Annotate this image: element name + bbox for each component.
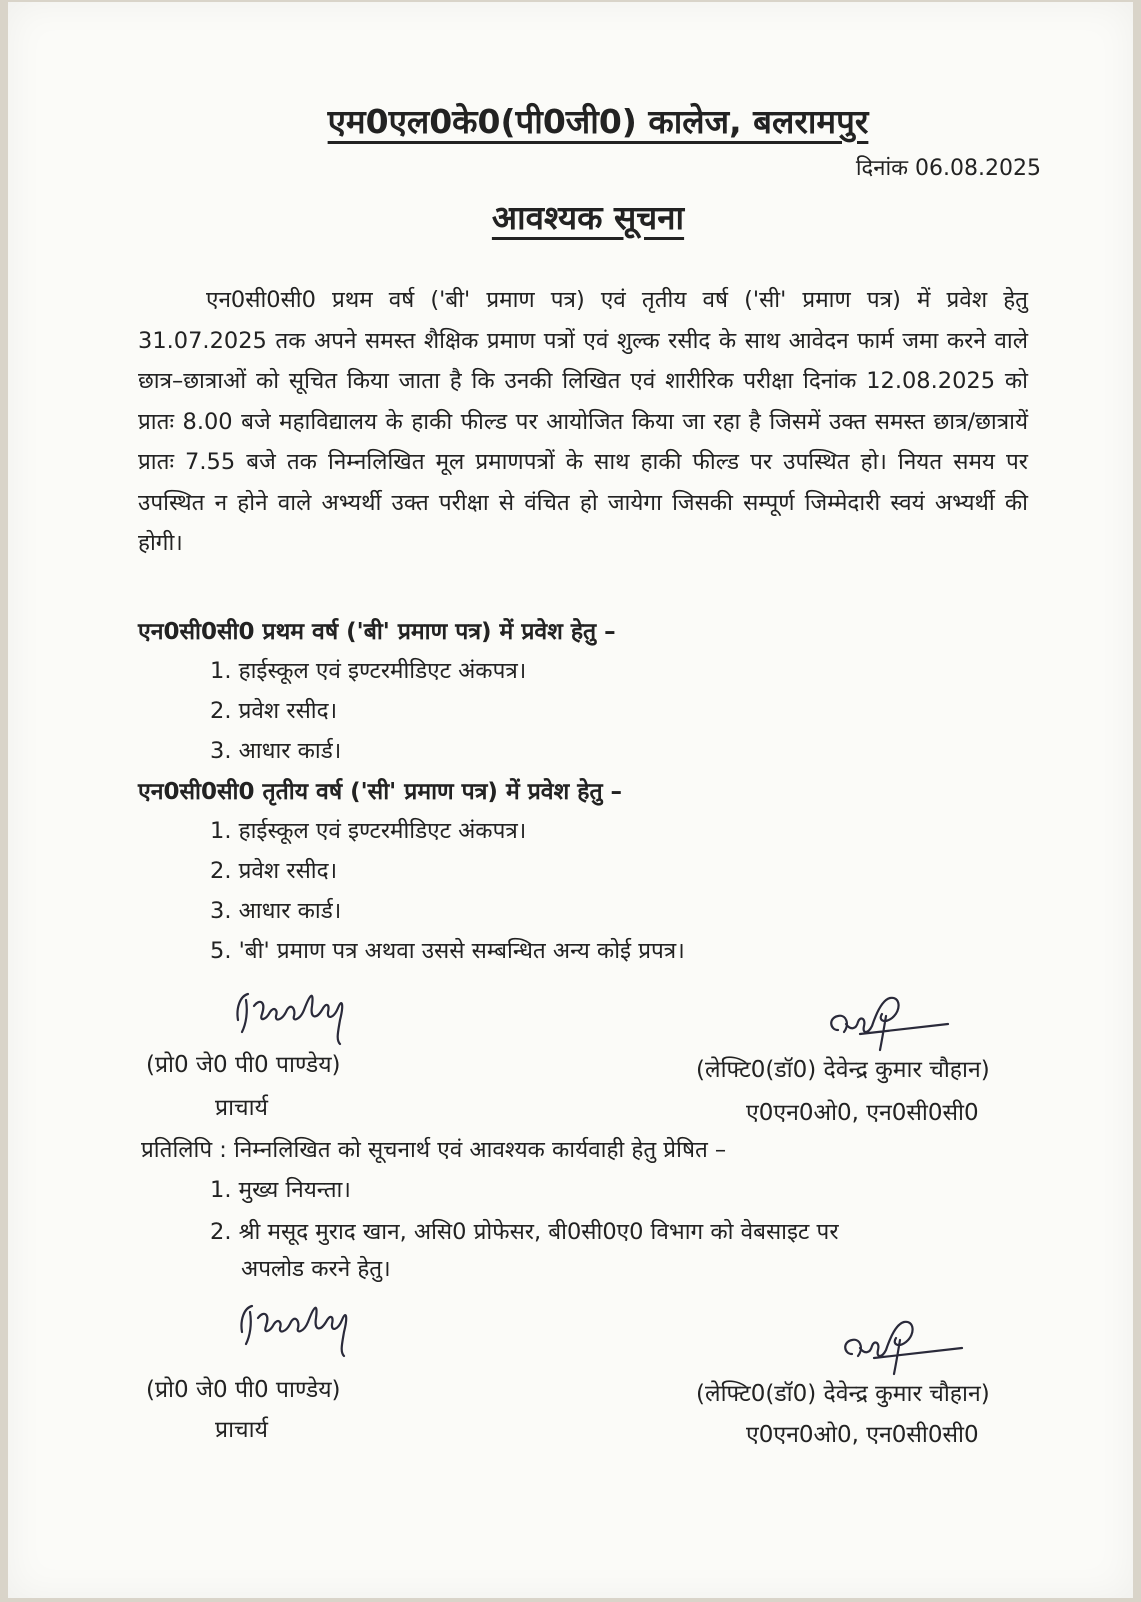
third-year-item: 1. हाईस्कूल एवं इण्टरमीडिएट अंकपत्र। bbox=[210, 818, 527, 844]
ano-name: (लेफ्टि0(डॉ0) देवेन्द्र कुमार चौहान) bbox=[696, 1057, 990, 1083]
ano-title: ए0एन0ओ0, एन0सी0सी0 bbox=[746, 1100, 979, 1126]
notice-date: दिनांक 06.08.2025 bbox=[855, 156, 1041, 181]
ano-signature-image bbox=[834, 1314, 974, 1384]
ano-name: (लेफ्टि0(डॉ0) देवेन्द्र कुमार चौहान) bbox=[696, 1381, 990, 1407]
copy-to-line: प्रतिलिपि : निम्नलिखित को सूचनार्थ एवं आवश्यक कार्यवाही हेतु प्रेषित – bbox=[141, 1137, 727, 1163]
copy-to-item: 1. मुख्य नियन्ता। bbox=[210, 1177, 351, 1203]
college-title: एम0एल0के0(पी0जी0) कालेज, बलरामपुर bbox=[327, 102, 869, 141]
principal-name: (प्रो0 जे0 पी0 पाण्डेय) bbox=[146, 1377, 341, 1403]
principal-title: प्राचार्य bbox=[215, 1417, 268, 1443]
notice-document bbox=[8, 2, 1133, 1598]
principal-name: (प्रो0 जे0 पी0 पाण्डेय) bbox=[146, 1052, 341, 1078]
ano-title: ए0एन0ओ0, एन0सी0सी0 bbox=[746, 1422, 979, 1448]
third-year-item: 5. 'बी' प्रमाण पत्र अथवा उससे सम्बन्धित अन्य कोई प्रपत्र। bbox=[210, 938, 685, 964]
first-year-item: 3. आधार कार्ड। bbox=[210, 738, 342, 764]
third-year-item: 3. आधार कार्ड। bbox=[210, 898, 342, 924]
first-year-heading: एन0सी0सी0 प्रथम वर्ष ('बी' प्रमाण पत्र) में प्रवेश हेतु – bbox=[138, 619, 616, 645]
third-year-item: 2. प्रवेश रसीद। bbox=[210, 858, 338, 884]
principal-title: प्राचार्य bbox=[215, 1095, 268, 1121]
copy-to-item: 2. श्री मसूद मुराद खान, असि0 प्रोफेसर, बी0सी0ए0 विभाग को वेबसाइट पर bbox=[210, 1219, 839, 1245]
first-year-item: 1. हाईस्कूल एवं इण्टरमीडिएट अंकपत्र। bbox=[210, 658, 527, 684]
ano-signature-image bbox=[820, 990, 960, 1060]
copy-to-item-continuation: अपलोड करने हेतु। bbox=[241, 1256, 391, 1282]
principal-signature-image bbox=[230, 1292, 360, 1362]
first-year-item: 2. प्रवेश रसीद। bbox=[210, 698, 338, 724]
third-year-heading: एन0सी0सी0 तृतीय वर्ष ('सी' प्रमाण पत्र) में प्रवेश हेतु – bbox=[138, 779, 623, 805]
notice-paragraph: एन0सी0सी0 प्रथम वर्ष ('बी' प्रमाण पत्र) एवं तृतीय वर्ष ('सी' प्रमाण पत्र) में प्रवेश हेतु 31.07.2025 तक अपने समस्त शैक्षिक प्रमाण पत्रों एवं शुल्क रसीद के साथ आवेदन फार्म जमा करने वाले छात्र–छात्राओं को सूचित किया जाता है कि उनकी लिखित एवं शारीरिक परीक्षा दिनांक 12.08.2025 को प्रातः 8.00 बजे महाविद्यालय के हाकी फील्ड पर आयोजित किया जा रहा है जिसमें उक्त समस्त छात्र/छात्रायें प्रातः 7.55 बजे तक निम्नलिखित मूल प्रमाणपत्रों के साथ हाकी फील्ड पर उपस्थित हो। नियत समय पर उपस्थित न होने वाले अभ्यर्थी उक्त परीक्षा से वंचित हो जायेगा जिसकी सम्पूर्ण जिम्मेदारी स्वयं अभ्यर्थी की होगी। bbox=[138, 287, 1028, 556]
principal-signature-image bbox=[226, 980, 356, 1050]
notice-subject: आवश्यक सूचना bbox=[491, 198, 685, 237]
